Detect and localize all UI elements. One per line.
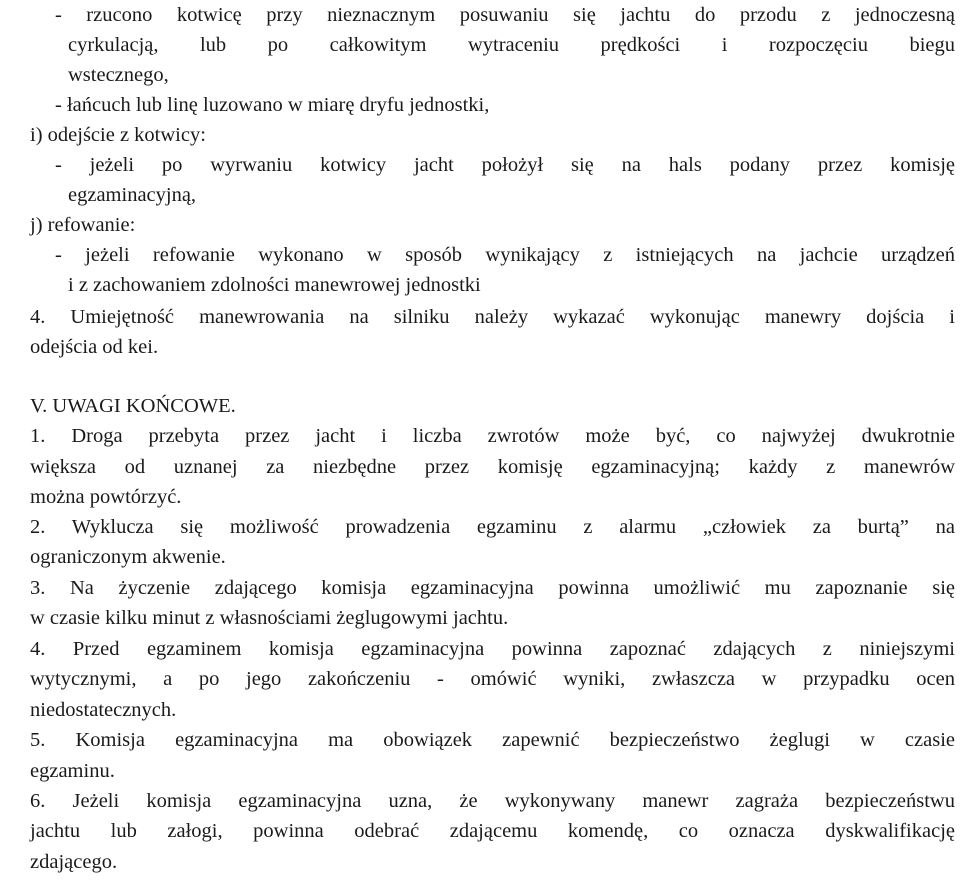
remark-line: egzaminu.: [30, 760, 115, 782]
remark-line: 2. Wyklucza się możliwość prowadzenia egzaminu z alarmu „człowiek za burtą” na: [30, 516, 955, 538]
section-heading: V. UWAGI KOŃCOWE.: [30, 395, 236, 417]
item-j-heading: j) refowanie:: [30, 214, 136, 236]
remark-line: 1. Droga przebyta przez jacht i liczba zwrotów może być, co najwyżej dwukrotnie: [30, 425, 955, 447]
remark-line: wytycznymi, a po jego zakończeniu - omówić wyniki, zwłaszcza w przypadku ocen: [30, 668, 955, 690]
chain-item: - łańcuch lub linę luzowano w miarę dryfu jednostki,: [55, 94, 490, 116]
remark-line: ograniczonym akwenie.: [30, 546, 226, 568]
anchor-item-line: - rzucono kotwicę przy nieznacznym posuwaniu się jachtu do przodu z jednoczesną: [55, 4, 955, 26]
remark-line: 4. Przed egzaminem komisja egzaminacyjna powinna zapoznać zdających z niniejszymi: [30, 638, 955, 660]
anchor-item-line: cyrkulacją, lub po całkowitym wytraceniu prędkości i rozpoczęciu biegu: [68, 34, 955, 56]
anchor-item-line: wstecznego,: [68, 64, 169, 86]
remark-line: 5. Komisja egzaminacyjna ma obowiązek zapewnić bezpieczeństwo żeglugi w czasie: [30, 729, 955, 751]
point-4-line: 4. Umiejętność manewrowania na silniku należy wykazać wykonując manewry dojścia i: [30, 306, 955, 328]
remark-line: 6. Jeżeli komisja egzaminacyjna uzna, że wykonywany manewr zagraża bezpieczeństwu: [30, 790, 955, 812]
item-j-line: i z zachowaniem zdolności manewrowej jednostki: [68, 274, 481, 296]
item-i-heading: i) odejście z kotwicy:: [30, 124, 206, 146]
remark-line: zdającego.: [30, 851, 118, 873]
item-i-line: egzaminacyjną,: [68, 184, 197, 206]
item-i-line: - jeżeli po wyrwaniu kotwicy jacht położył się na hals podany przez komisję: [55, 154, 955, 176]
remark-line: 3. Na życzenie zdającego komisja egzaminacyjna powinna umożliwić mu zapoznanie się: [30, 577, 955, 599]
item-j-line: - jeżeli refowanie wykonano w sposób wynikający z istniejących na jachcie urządzeń: [55, 244, 955, 266]
remark-line: większa od uznanej za niezbędne przez komisję egzaminacyjną; każdy z manewrów: [30, 456, 955, 478]
point-4-line: odejścia od kei.: [30, 336, 159, 358]
remark-line: można powtórzyć.: [30, 486, 182, 508]
remark-line: niedostatecznych.: [30, 699, 177, 721]
remark-line: w czasie kilku minut z własnościami żeglugowymi jachtu.: [30, 607, 509, 629]
remark-line: jachtu lub załogi, powinna odebrać zdającemu komendę, co oznacza dyskwalifikację: [30, 820, 955, 842]
